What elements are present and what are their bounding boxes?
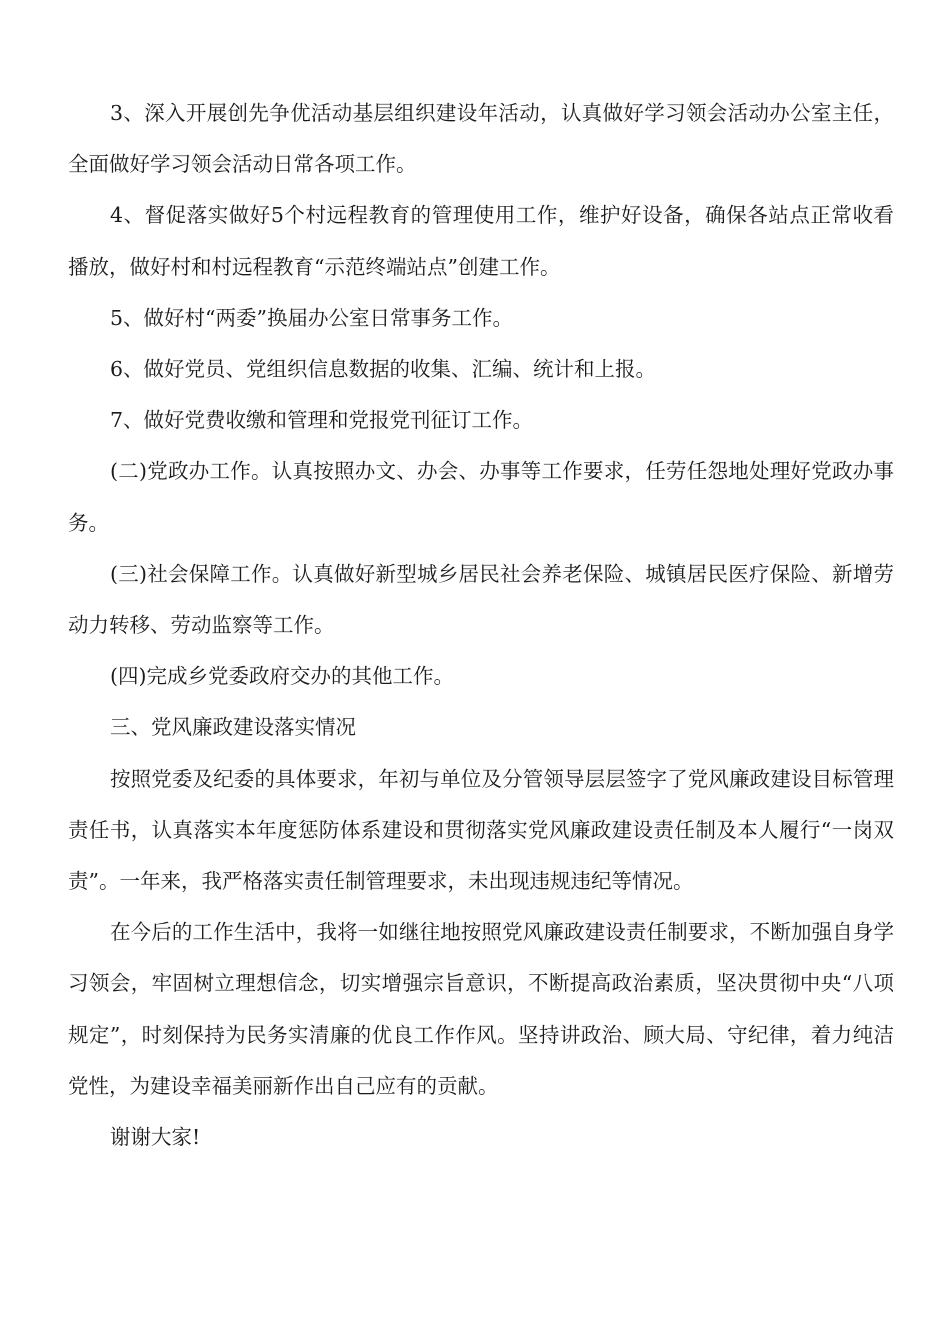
paragraph-integrity: 按照党委及纪委的具体要求，年初与单位及分管领导层层签字了党风廉政建设目标管理责任书，认真落实本年度惩防体系建设和贯彻落实党风廉政建设责任制及本人履行“一岗双责”。一年来，我严格落实责任制管理要求，未出现违规违纪等情况。 [68, 766, 894, 894]
paragraph-section-3: (三)社会保障工作。认真做好新型城乡居民社会养老保险、城镇居民医疗保险、新增劳动力转移、劳动监察等工作。 [68, 561, 894, 638]
document-body [68, 88, 894, 1163]
paragraph-item-6: 6、做好党员、党组织信息数据的收集、汇编、统计和上报。 [110, 357, 657, 382]
paragraph-item-3: 3、深入开展创先争优活动基层组织建设年活动，认真做好学习领会活动办公室主任，全面做好学习领会活动日常各项工作。 [68, 101, 894, 177]
paragraph-future: 在今后的工作生活中，我将一如继往地按照党风廉政建设责任制要求，不断加强自身学习领会，牢固树立理想信念，切实增强宗旨意识，不断提高政治素质，坚决贯彻中央“八项规定”，时刻保持为民务实清廉的优良工作作风。坚持讲政治、顾大局、守纪律，着力纯洁党性，为建设幸福美丽新作出自己应有的贡献。 [68, 920, 894, 1098]
paragraph-item-7: 7、做好党费收缴和管理和党报党刊征订工作。 [110, 408, 534, 433]
paragraph-section-4: (四)完成乡党委政府交办的其他工作。 [110, 664, 454, 689]
closing-thanks: 谢谢大家! [110, 1125, 201, 1150]
paragraph-section-2: (二)党政办工作。认真按照办文、办会、办事等工作要求，任劳任怨地处理好党政办事务。 [68, 459, 894, 535]
paragraph-item-5: 5、做好村“两委”换届办公室日常事务工作。 [110, 305, 514, 330]
paragraph-item-4: 4、督促落实做好5个村远程教育的管理使用工作，维护好设备，确保各站点正常收看播放，做好村和村远程教育“示范终端站点”创建工作。 [68, 203, 894, 279]
section-heading: 三、党风廉政建设落实情况 [110, 715, 356, 740]
